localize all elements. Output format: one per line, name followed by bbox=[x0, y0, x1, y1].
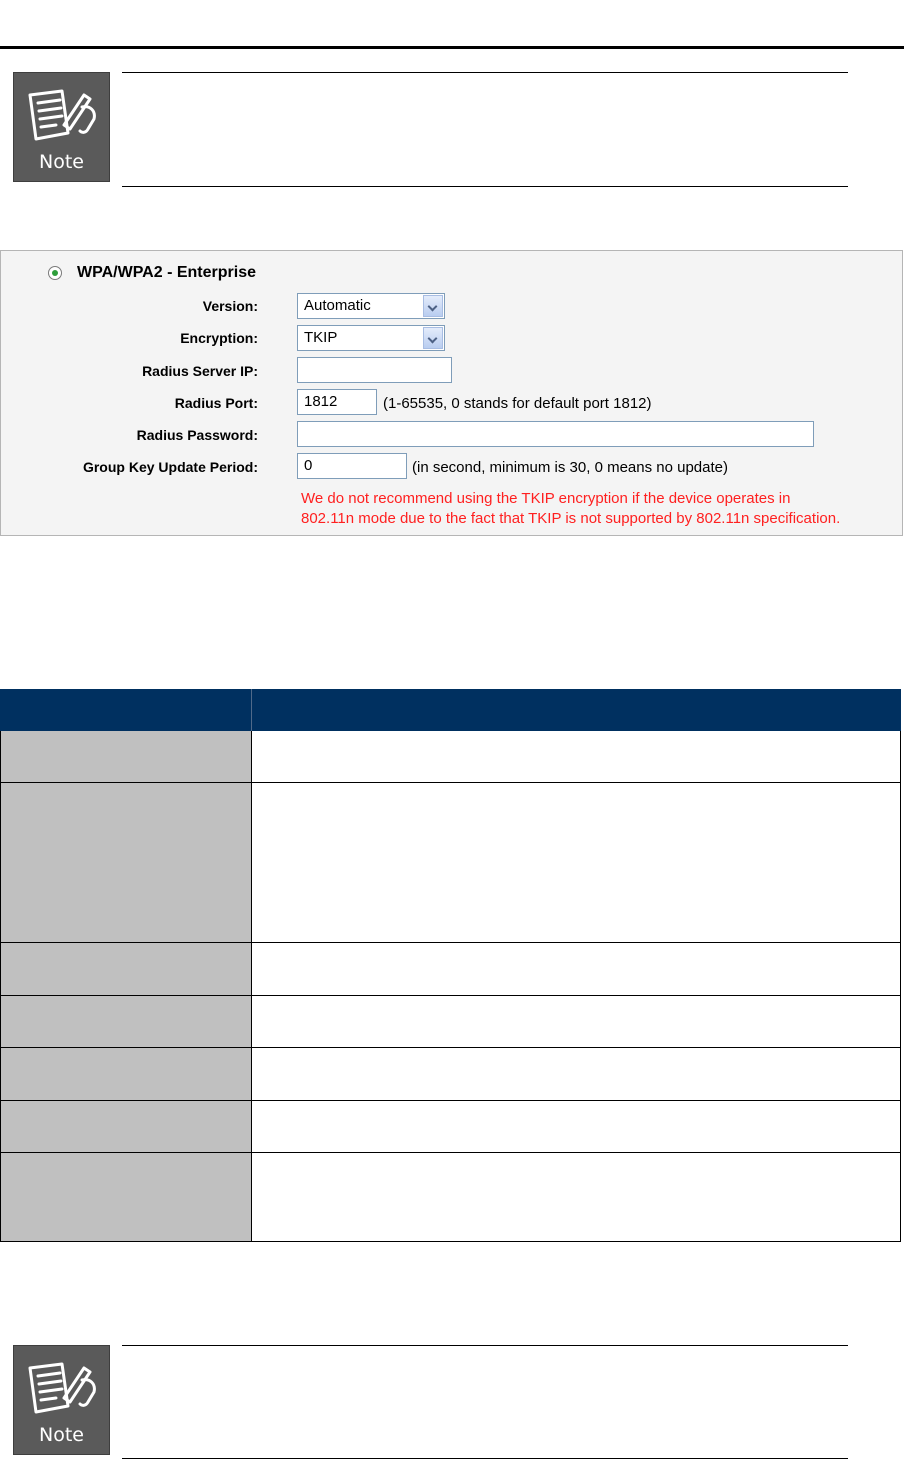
version-label: Version: bbox=[202, 298, 258, 314]
table-row bbox=[0, 1048, 901, 1101]
object-cell bbox=[0, 996, 252, 1047]
section-title: WPA/WPA2 - Enterprise bbox=[77, 264, 256, 281]
tkip-warning bbox=[301, 489, 840, 529]
description-cell bbox=[252, 1101, 901, 1152]
table-header bbox=[0, 689, 901, 731]
radius-server-ip-label: Radius Server IP: bbox=[142, 363, 258, 379]
wpa-enterprise-radio[interactable] bbox=[48, 266, 62, 280]
object-cell bbox=[0, 783, 252, 942]
encryption-value: TKIP bbox=[304, 329, 338, 346]
note-icon bbox=[13, 72, 110, 182]
header-divider bbox=[251, 689, 252, 731]
table-row bbox=[0, 783, 901, 943]
description-cell bbox=[252, 1153, 901, 1241]
tkip-warning-line: We do not recommend using the TKIP encryption if the device operates in bbox=[301, 490, 791, 507]
note-block-top bbox=[13, 72, 848, 187]
table-left-border bbox=[0, 731, 1, 1241]
description-cell bbox=[252, 1048, 901, 1100]
description-cell bbox=[252, 783, 901, 942]
version-value: Automatic bbox=[304, 297, 371, 314]
table-row bbox=[0, 731, 901, 783]
description-cell bbox=[252, 996, 901, 1047]
chevron-down-icon[interactable] bbox=[423, 295, 443, 317]
description-cell bbox=[252, 731, 901, 782]
note-icon bbox=[13, 1345, 110, 1455]
group-key-update-period-label: Group Key Update Period: bbox=[82, 459, 258, 475]
chevron-down-icon[interactable] bbox=[423, 327, 443, 349]
notepad-pencil-icon bbox=[24, 1358, 102, 1420]
group-key-update-period-input[interactable]: 0 bbox=[297, 453, 407, 479]
note-bottom-rule bbox=[122, 1458, 848, 1459]
notepad-pencil-icon bbox=[24, 85, 102, 147]
radius-server-ip-input[interactable] bbox=[297, 357, 452, 383]
note-label: Note bbox=[39, 151, 84, 173]
note-top-rule bbox=[122, 1345, 848, 1346]
group-key-update-period-hint: (in second, minimum is 30, 0 means no update) bbox=[412, 459, 728, 476]
object-cell bbox=[0, 1048, 252, 1100]
note-top-rule bbox=[122, 72, 848, 73]
description-cell bbox=[252, 943, 901, 995]
encryption-label: Encryption: bbox=[180, 330, 258, 346]
radius-password-input[interactable] bbox=[297, 421, 814, 447]
note-label: Note bbox=[39, 1424, 84, 1446]
note-bottom-rule bbox=[122, 186, 848, 187]
radius-password-label: Radius Password: bbox=[136, 427, 258, 443]
tkip-warning-line: 802.11n mode due to the fact that TKIP is not supported by 802.11n specification. bbox=[301, 510, 841, 527]
table-row bbox=[0, 996, 901, 1048]
radius-port-label: Radius Port: bbox=[174, 395, 258, 411]
object-cell bbox=[0, 1153, 252, 1241]
table-row bbox=[0, 1101, 901, 1153]
encryption-select[interactable] bbox=[297, 325, 445, 351]
table-row bbox=[0, 943, 901, 996]
object-cell bbox=[0, 731, 252, 782]
version-select[interactable] bbox=[297, 293, 445, 319]
table-row bbox=[0, 1153, 901, 1242]
header-rule bbox=[0, 46, 904, 49]
note-block-bottom bbox=[13, 1345, 848, 1460]
radius-port-hint: (1-65535, 0 stands for default port 1812) bbox=[383, 395, 652, 412]
object-cell bbox=[0, 943, 252, 995]
object-cell bbox=[0, 1101, 252, 1152]
radius-port-input[interactable]: 1812 bbox=[297, 389, 377, 415]
